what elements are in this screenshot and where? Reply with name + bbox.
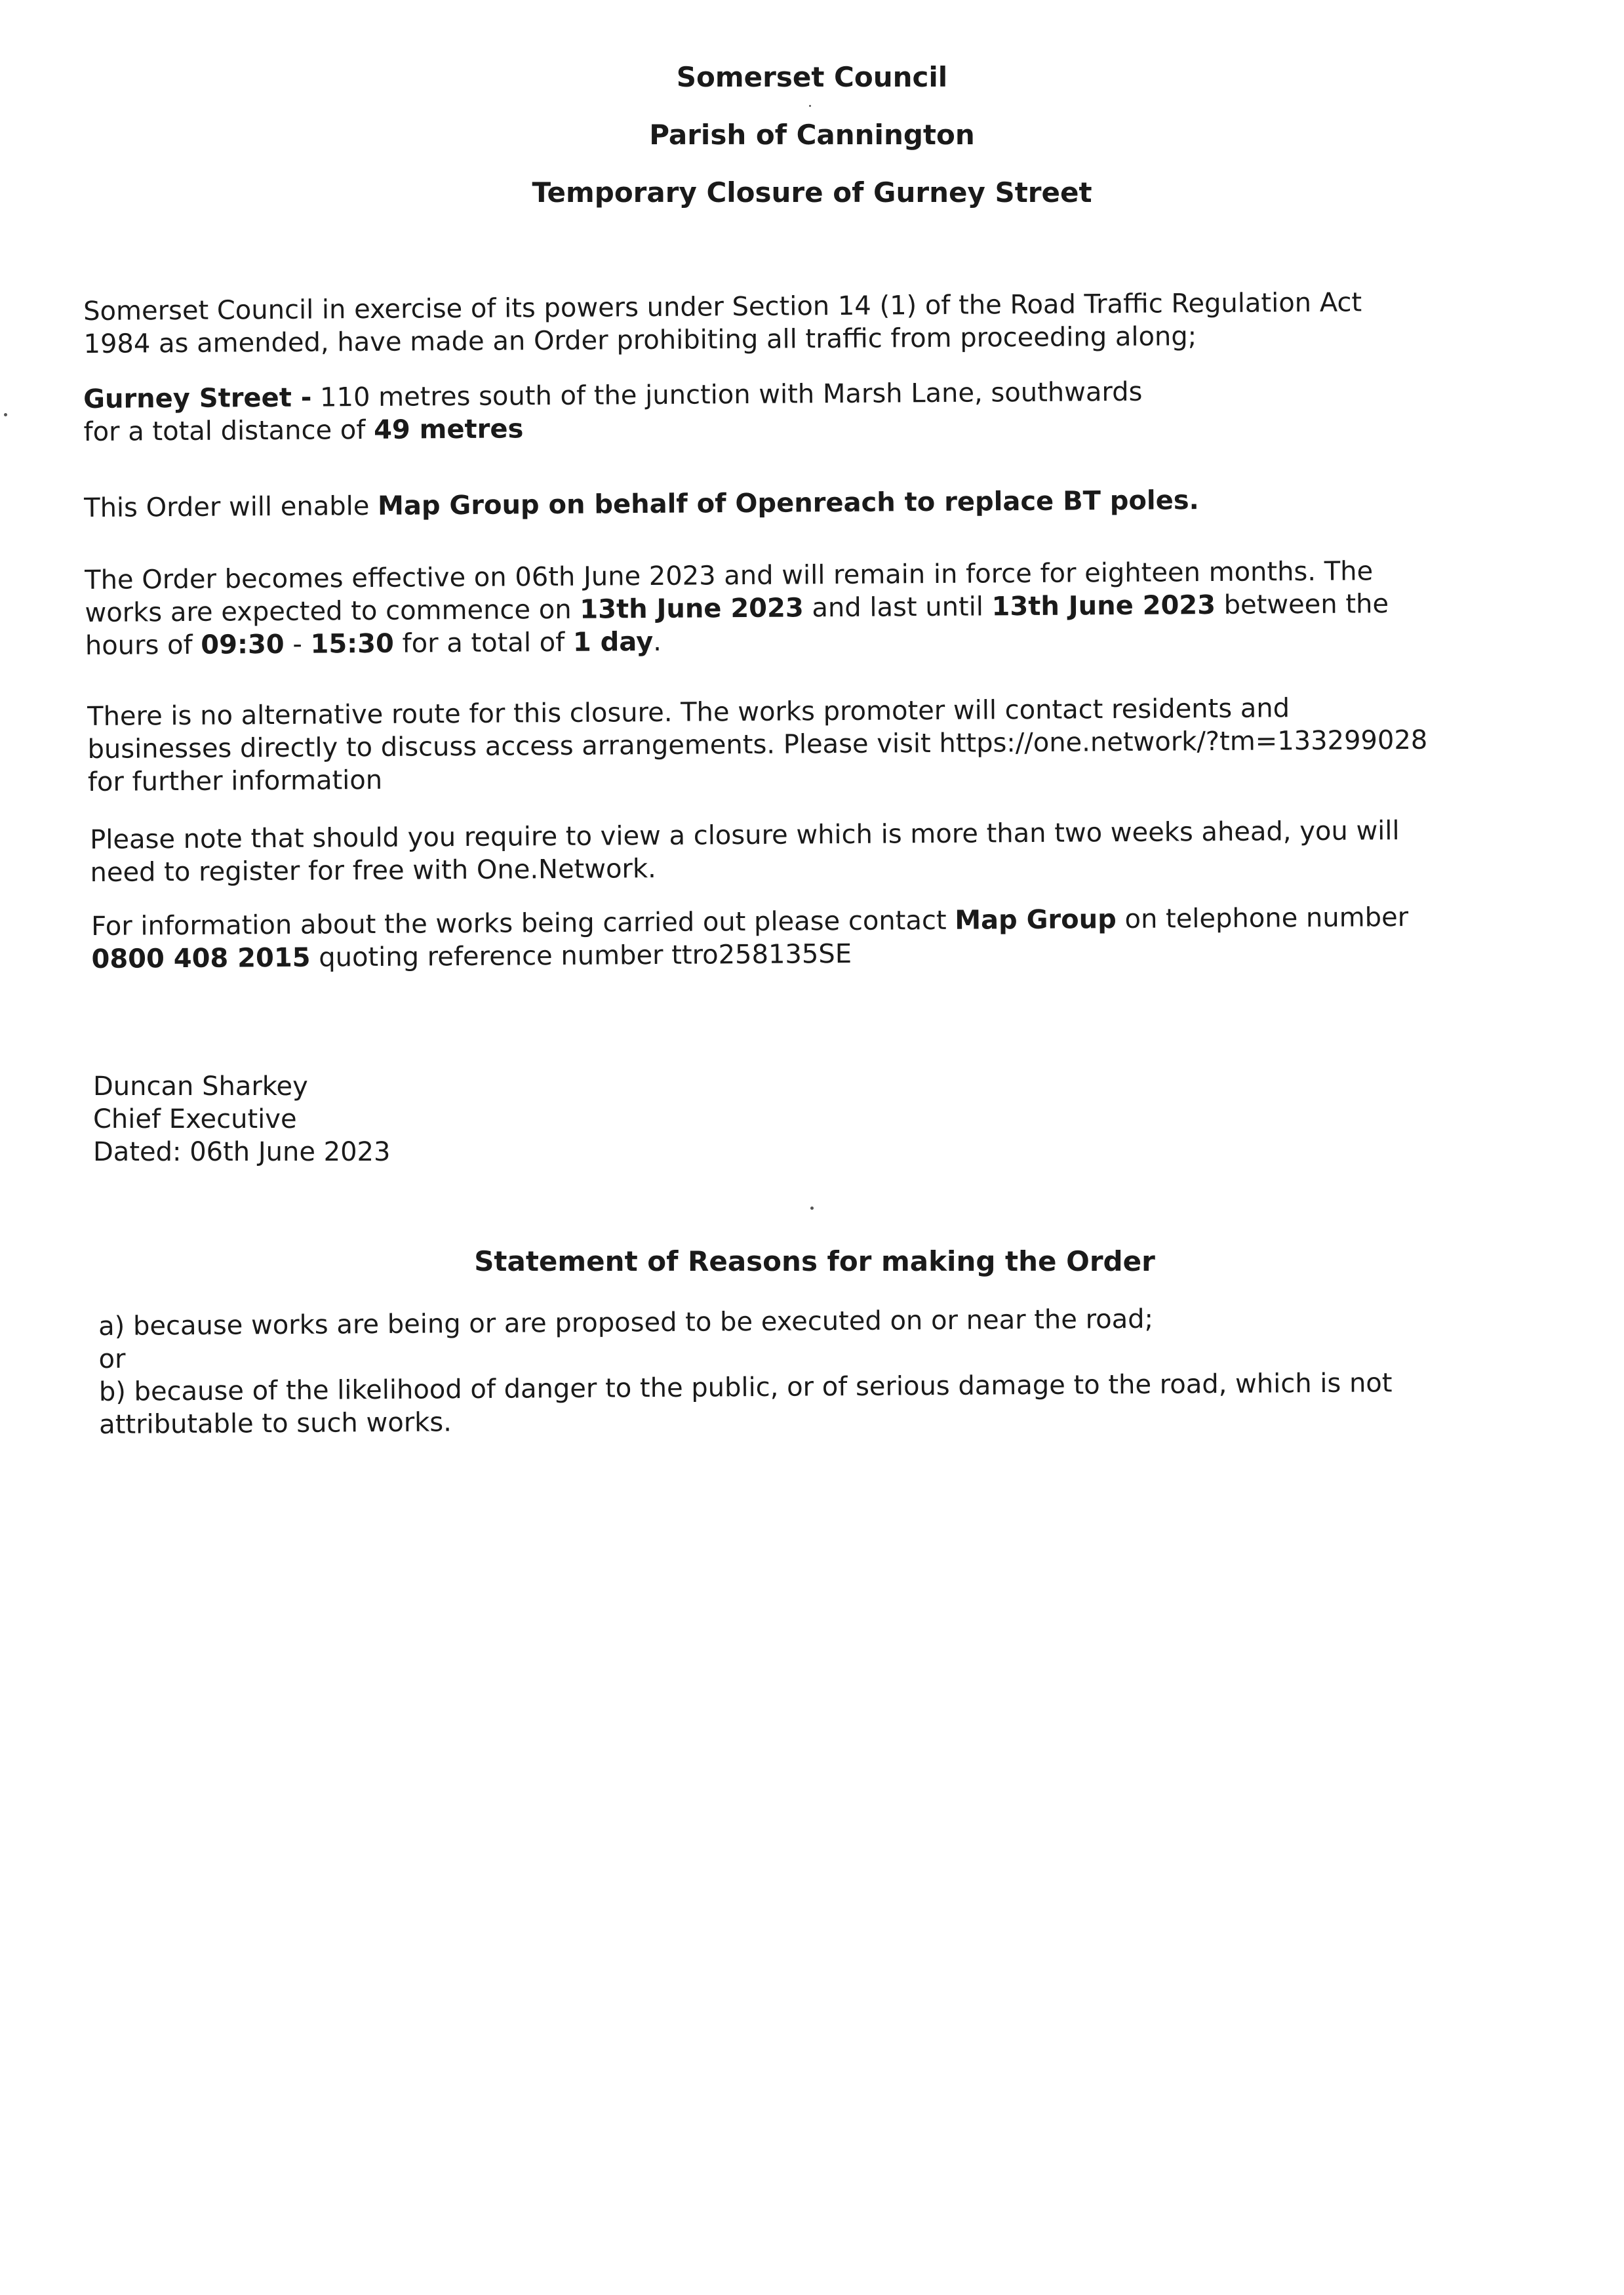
scan-speck [810, 1207, 814, 1210]
intro-line-1: Somerset Council in exercise of its powers under Section 14 (1) of the Road Traffic Regulation Act [83, 287, 1362, 327]
start-time: 09:30 [201, 629, 285, 660]
signatory-role: Chief Executive [93, 1104, 297, 1134]
intro-paragraph [83, 286, 1362, 361]
scan-speck [4, 413, 7, 416]
note-line-1: Please note that should you require to view a closure which is more than two weeks ahead, you will [90, 816, 1400, 855]
note-line-2: need to register for free with One.Network. [90, 853, 656, 888]
location-line-2 [83, 409, 1143, 449]
contact-text: on telephone number [1116, 902, 1409, 935]
contact-reference: quoting reference number ttro258135SE [310, 938, 852, 973]
contact-phone: 0800 408 2015 [91, 942, 311, 974]
start-date: 13th June 2023 [580, 593, 804, 625]
schedule-text: for a total of [393, 627, 574, 659]
distance-prefix: for a total distance of [83, 414, 374, 447]
alternative-route-paragraph [87, 691, 1428, 799]
contact-company: Map Group [955, 904, 1117, 936]
schedule-line-1: The Order becomes effective on 06th June 2023 and will remain in force for eighteen months. The [85, 556, 1374, 595]
location-paragraph [83, 376, 1143, 449]
end-time: 15:30 [310, 628, 395, 660]
schedule-text: between the [1215, 589, 1389, 620]
schedule-text: works are expected to commence on [85, 594, 580, 628]
reason-b-line-2: attributable to such works. [99, 1407, 452, 1440]
alternative-line-2: businesses directly to discuss access arrangements. Please visit https://one.network/?tm=133299028 [87, 725, 1428, 765]
reason-a: a) because works are being or are proposed to be executed on or near the road; [98, 1304, 1154, 1342]
alternative-line-1: There is no alternative route for this closure. The works promoter will contact residents and [87, 693, 1290, 732]
duration: 1 day [572, 626, 654, 658]
schedule-text: and last until [803, 591, 992, 624]
document-title: Temporary Closure of Gurney Street [532, 176, 1092, 209]
closure-distance: 49 metres [373, 414, 524, 445]
intro-line-2: 1984 as amended, have made an Order prohibiting all traffic from proceeding along; [83, 321, 1197, 359]
schedule-text: . [653, 626, 662, 657]
purpose-paragraph [84, 484, 1199, 525]
reasons-paragraph [98, 1301, 1393, 1441]
parish-heading: Parish of Cannington [649, 119, 975, 151]
signature-date: Dated: 06th June 2023 [93, 1137, 391, 1167]
note-paragraph [90, 814, 1400, 889]
purpose-prefix: This Order will enable [84, 490, 378, 523]
reason-or: or [98, 1344, 126, 1374]
signature-block [93, 1070, 390, 1168]
alternative-line-3: for further information [87, 765, 383, 797]
scan-speck [809, 105, 811, 107]
council-heading: Somerset Council [676, 61, 948, 93]
purpose-text: Map Group on behalf of Openreach to replace BT poles. [377, 485, 1199, 521]
contact-text: For information about the works being carried out please contact [91, 905, 955, 942]
schedule-text: hours of [85, 629, 201, 661]
reasons-heading: Statement of Reasons for making the Order [474, 1245, 1155, 1277]
contact-paragraph [91, 901, 1409, 976]
location-description: 110 metres south of the junction with Marsh Lane, southwards [311, 376, 1143, 413]
schedule-paragraph [85, 555, 1389, 662]
street-name: Gurney Street - [83, 382, 312, 414]
schedule-text: - [284, 629, 311, 660]
reason-b-line-1: b) because of the likelihood of danger to the public, or of serious damage to the road, which is not [98, 1368, 1393, 1407]
signatory-name: Duncan Sharkey [93, 1071, 308, 1102]
end-date: 13th June 2023 [991, 589, 1216, 622]
